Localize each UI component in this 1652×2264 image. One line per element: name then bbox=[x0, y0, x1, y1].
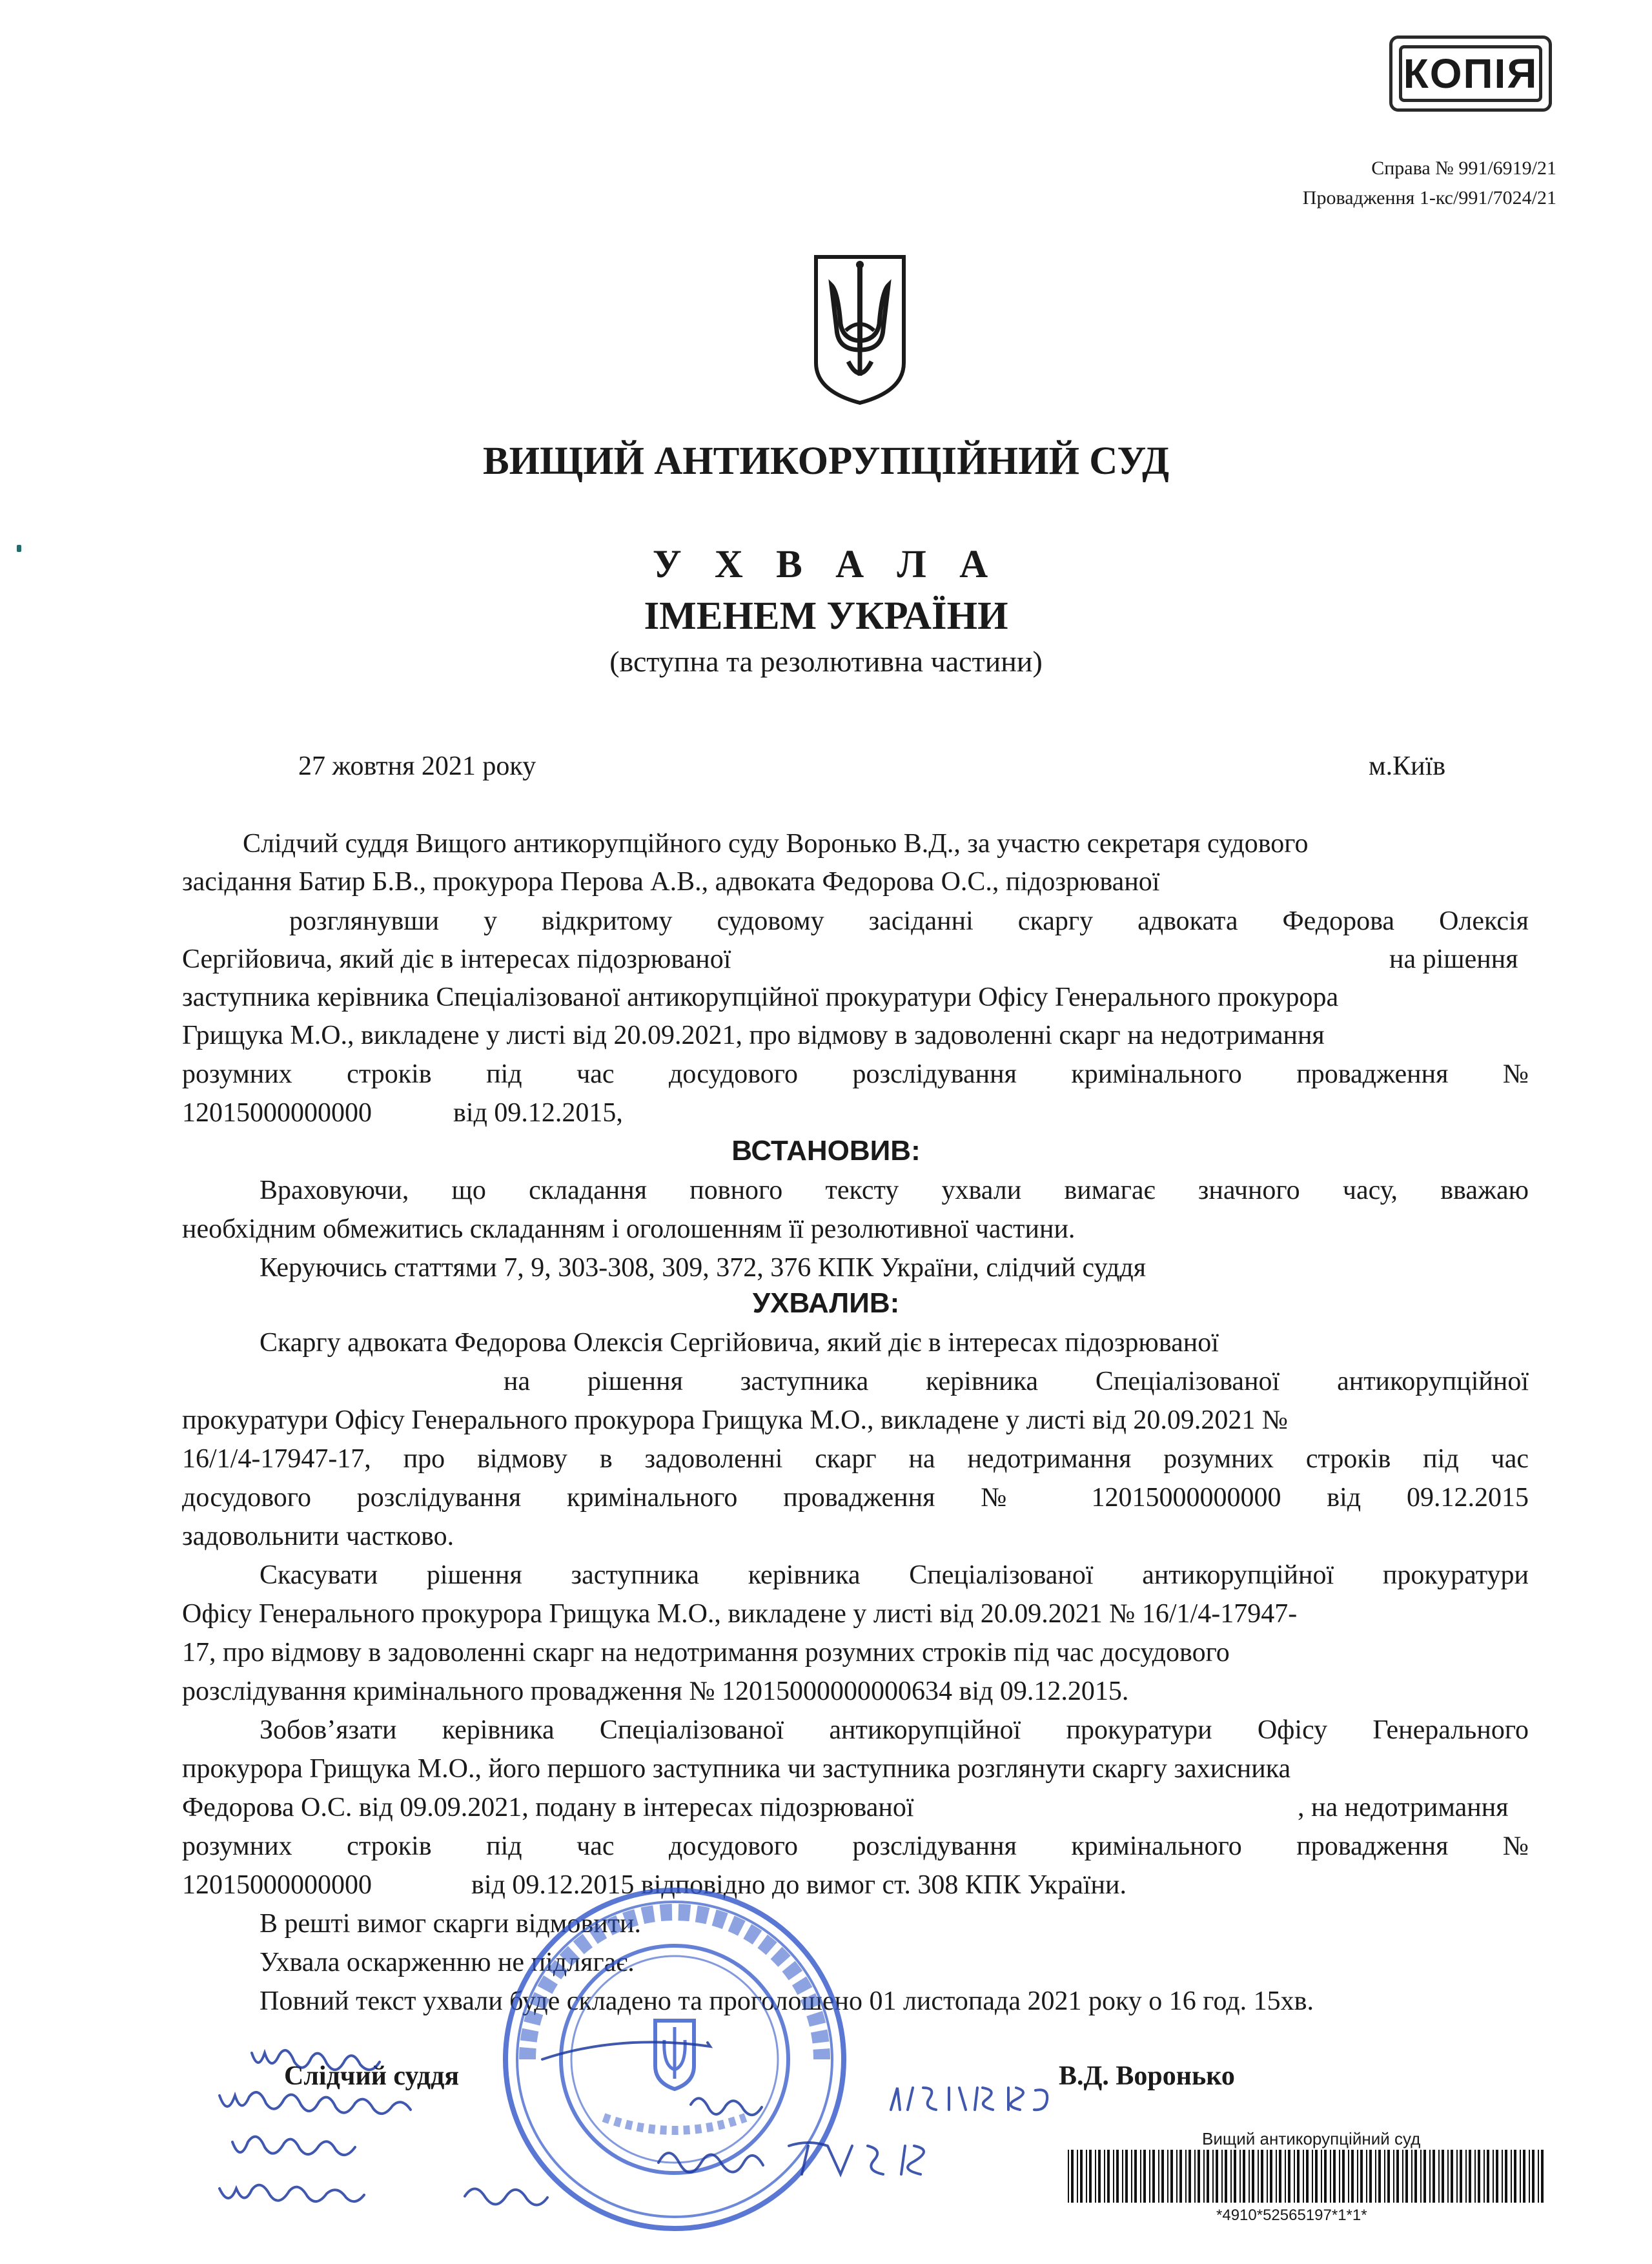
document-type: У Х В А Л А bbox=[652, 543, 1000, 586]
barcode-bar bbox=[1288, 2150, 1290, 2203]
barcode-bar bbox=[1294, 2150, 1295, 2203]
barcode-bar bbox=[1279, 2150, 1281, 2203]
barcode-bar bbox=[1234, 2150, 1236, 2203]
barcode-bar bbox=[1423, 2150, 1426, 2203]
handwritten-notes bbox=[194, 2034, 1162, 2253]
barcode-bar bbox=[1342, 2150, 1345, 2203]
barcode-bar bbox=[1405, 2150, 1408, 2203]
in-the-name-heading: ІМЕНЕМ УКРАЇНИ bbox=[644, 595, 1008, 638]
signature-title: Слідчий суддя bbox=[284, 2061, 460, 2091]
established-line: Керуючись статтями 7, 9, 303-308, 309, 372, 376 КПК України, слідчий суддя bbox=[260, 1253, 1147, 1283]
barcode-bar bbox=[1077, 2150, 1078, 2203]
barcode-bar bbox=[1306, 2150, 1309, 2203]
barcode-bar bbox=[1438, 2150, 1440, 2203]
barcode-bar bbox=[1369, 2150, 1372, 2203]
barcode-bar bbox=[1230, 2150, 1232, 2203]
barcode-bar bbox=[1447, 2150, 1449, 2203]
barcode-bar bbox=[1414, 2150, 1417, 2203]
barcode-bar bbox=[1378, 2150, 1381, 2203]
ruled-line: на рішення заступника керівника Спеціалізованої антикорупційної bbox=[504, 1367, 1529, 1396]
barcode-bar bbox=[1267, 2150, 1268, 2203]
barcode-bar bbox=[1239, 2150, 1241, 2203]
barcode-bar bbox=[1188, 2150, 1191, 2203]
intro-line: розумних строків під час досудового розслідування кримінального провадження № bbox=[182, 1059, 1529, 1089]
barcode-bar bbox=[1167, 2150, 1168, 2203]
ruled-line: , на недотримання bbox=[1298, 1793, 1509, 1822]
barcode-bar bbox=[1360, 2150, 1363, 2203]
barcode-bar bbox=[1493, 2150, 1494, 2203]
barcode-bar bbox=[1203, 2150, 1205, 2203]
proceeding-number: Провадження 1-кс/991/7024/21 bbox=[1302, 187, 1556, 209]
barcode-bar bbox=[1429, 2150, 1431, 2203]
barcode-bar bbox=[1402, 2150, 1403, 2203]
signature-name: В.Д. Воронько bbox=[1059, 2061, 1235, 2091]
established-line: необхідним обмежитись складанням і оголошенням її резолютивної частини. bbox=[182, 1214, 1076, 1244]
barcode-bar bbox=[1179, 2150, 1182, 2203]
barcode-bar bbox=[1140, 2150, 1141, 2203]
barcode-bar bbox=[1312, 2150, 1313, 2203]
barcode-bar bbox=[1433, 2150, 1435, 2203]
barcode-bar bbox=[1393, 2150, 1394, 2203]
barcode-bar bbox=[1207, 2150, 1209, 2203]
copy-stamp bbox=[1389, 36, 1552, 112]
intro-line: 12015000000000 bbox=[182, 1098, 372, 1128]
barcode-bar bbox=[1225, 2150, 1227, 2203]
barcode-bar bbox=[1333, 2150, 1336, 2203]
barcode-bar bbox=[1478, 2150, 1480, 2203]
barcode-bar bbox=[1411, 2150, 1412, 2203]
barcode-bar bbox=[1532, 2150, 1535, 2203]
ruled-line: Офісу Генерального прокурора Грищука М.О., викладене у листі від 20.09.2021 № 16/1/4-17947- bbox=[182, 1599, 1298, 1629]
case-number: Справа № 991/6919/21 bbox=[1371, 158, 1556, 179]
barcode-bar bbox=[1484, 2150, 1485, 2203]
barcode-bar bbox=[1116, 2150, 1119, 2203]
barcode-bar bbox=[1098, 2150, 1101, 2203]
barcode-bar bbox=[1212, 2150, 1214, 2203]
barcode-bar bbox=[1529, 2150, 1530, 2203]
intro-line: від 09.12.2015, bbox=[453, 1098, 623, 1128]
barcode-bar bbox=[1324, 2150, 1327, 2203]
barcode-bar bbox=[1366, 2150, 1367, 2203]
barcode-bar bbox=[1216, 2150, 1218, 2203]
barcode-bar bbox=[1465, 2150, 1467, 2203]
barcode-bar bbox=[1303, 2150, 1304, 2203]
barcode-bar bbox=[1086, 2150, 1087, 2203]
barcode-bar bbox=[1071, 2150, 1074, 2203]
barcode-bar bbox=[1095, 2150, 1096, 2203]
barcode-bar bbox=[1276, 2150, 1277, 2203]
barcode-bar bbox=[1451, 2150, 1453, 2203]
barcode-bar bbox=[1243, 2150, 1245, 2203]
barcode-bar bbox=[1080, 2150, 1083, 2203]
barcode-bar bbox=[1496, 2150, 1498, 2203]
barcode-bar bbox=[1514, 2150, 1516, 2203]
intro-line: розглянувши у відкритому судовому засіданні скаргу адвоката Федорова Олексія bbox=[289, 906, 1529, 936]
case-reference bbox=[1303, 154, 1556, 213]
barcode-bar bbox=[1089, 2150, 1092, 2203]
ruled-line: від 09.12.2015 відповідно до вимог ст. 308 КПК України. bbox=[471, 1870, 1127, 1900]
barcode-bar bbox=[1176, 2150, 1178, 2203]
barcode-bar bbox=[1357, 2150, 1358, 2203]
barcode-bar bbox=[1258, 2150, 1259, 2203]
barcode-bar bbox=[1420, 2150, 1422, 2203]
barcode-bar bbox=[1315, 2150, 1318, 2203]
ruled-line: Скаргу адвоката Федорова Олексія Сергійовича, який діє в інтересах підозрюваної bbox=[260, 1328, 1219, 1358]
barcode-bar bbox=[1068, 2150, 1069, 2203]
barcode-bar bbox=[1122, 2150, 1123, 2203]
intro-line: Грищука М.О., викладене у листі від 20.09.2021, про відмову в задоволенні скарг на недотримання bbox=[182, 1021, 1325, 1050]
barcode-bar bbox=[1474, 2150, 1476, 2203]
barcode-bar bbox=[1384, 2150, 1385, 2203]
barcode-bar bbox=[1541, 2150, 1544, 2203]
ruled-line: прокурора Грищука М.О., його першого заступника чи заступника розглянути скаргу захисника bbox=[182, 1754, 1291, 1784]
barcode-bar bbox=[1249, 2150, 1250, 2203]
court-title: ВИЩИЙ АНТИКОРУПЦІЙНИЙ СУД bbox=[482, 440, 1170, 483]
ruled-heading: УХВАЛИВ: bbox=[752, 1287, 900, 1319]
barcode-bar bbox=[1134, 2150, 1137, 2203]
barcode-bar bbox=[1252, 2150, 1254, 2203]
intro-line: на рішення bbox=[1389, 944, 1518, 974]
barcode-bar bbox=[1221, 2150, 1223, 2203]
barcode-bar bbox=[1170, 2150, 1173, 2203]
barcode-bar bbox=[1131, 2150, 1132, 2203]
intro-line: Слідчий суддя Вищого антикорупційного суду Воронько В.Д., за участю секретаря судового bbox=[243, 829, 1309, 859]
established-heading: ВСТАНОВИВ: bbox=[731, 1135, 921, 1167]
barcode-bar bbox=[1348, 2150, 1349, 2203]
ruled-line: задовольнити частково. bbox=[182, 1522, 454, 1551]
barcode-bar bbox=[1456, 2150, 1458, 2203]
barcode-bar bbox=[1502, 2150, 1503, 2203]
barcode-bar bbox=[1396, 2150, 1399, 2203]
ruled-line: розслідування кримінального провадження № 12015000000000634 від 09.12.2015. bbox=[182, 1677, 1129, 1706]
ruled-line: Зобов’язати керівника Спеціалізованої антикорупційної прокуратури Офісу Генерального bbox=[260, 1715, 1529, 1745]
ruled-line: В решті вимог скарги відмовити. bbox=[260, 1909, 641, 1939]
barcode-bar bbox=[1520, 2150, 1521, 2203]
barcode-bar bbox=[1198, 2150, 1200, 2203]
parts-note: (вступна та резолютивна частини) bbox=[609, 645, 1043, 678]
barcode-bar bbox=[1442, 2150, 1444, 2203]
intro-line: заступника керівника Спеціалізованої антикорупційної прокуратури Офісу Генерального прокурора bbox=[182, 983, 1339, 1012]
document-date: 27 жовтня 2021 року bbox=[298, 751, 536, 781]
document-city: м.Київ bbox=[1369, 751, 1446, 781]
barcode-bar bbox=[1270, 2150, 1272, 2203]
barcode-bar bbox=[1375, 2150, 1376, 2203]
ruled-line: розумних строків під час досудового розслідування кримінального провадження № bbox=[182, 1831, 1529, 1861]
barcode-bar bbox=[1487, 2150, 1489, 2203]
intro-line: Сергійовича, який діє в інтересах підозрюваної bbox=[182, 944, 731, 974]
barcode-number: *4910*52565197*1*1* bbox=[1216, 2207, 1367, 2224]
coat-of-arms-icon bbox=[812, 253, 908, 405]
established-line: Враховуючи, що складання повного тексту ухвали вимагає значного часу, вважаю bbox=[260, 1176, 1529, 1205]
barcode-bar bbox=[1351, 2150, 1354, 2203]
ruled-line: досудового розслідування кримінального провадження № 12015000000000 від 09.12.2015 bbox=[182, 1483, 1529, 1513]
barcode-bar bbox=[1149, 2150, 1150, 2203]
barcode-bar bbox=[1161, 2150, 1164, 2203]
barcode-bar bbox=[1297, 2150, 1300, 2203]
ruled-line: 16/1/4-17947-17, про відмову в задоволенні скарг на недотримання розумних строків під час bbox=[182, 1444, 1529, 1474]
barcode-bar bbox=[1143, 2150, 1146, 2203]
ruled-line: Скасувати рішення заступника керівника Спеціалізованої антикорупційної прокуратури bbox=[260, 1560, 1529, 1590]
barcode-bar bbox=[1538, 2150, 1539, 2203]
barcode-label: Вищий антикорупційний суд bbox=[1202, 2129, 1421, 2148]
barcode-bar bbox=[1460, 2150, 1462, 2203]
barcode-bar bbox=[1330, 2150, 1331, 2203]
copy-stamp-label: КОПІЯ bbox=[1399, 45, 1542, 102]
barcode-bar bbox=[1152, 2150, 1155, 2203]
ruled-line: прокуратури Офісу Генерального прокурора Грищука М.О., викладене у листі від 20.09.2021 № bbox=[182, 1405, 1288, 1435]
barcode-bar bbox=[1158, 2150, 1159, 2203]
barcode-bar bbox=[1469, 2150, 1471, 2203]
barcode-bar bbox=[1185, 2150, 1187, 2203]
ruled-line: Федорова О.С. від 09.09.2021, подану в інтересах підозрюваної bbox=[182, 1793, 914, 1822]
barcode-bar bbox=[1285, 2150, 1286, 2203]
barcode-bar bbox=[1261, 2150, 1263, 2203]
barcode-bar bbox=[1387, 2150, 1390, 2203]
barcode-bar bbox=[1194, 2150, 1196, 2203]
ruled-line: 12015000000000 bbox=[182, 1870, 372, 1900]
barcode-bar bbox=[1511, 2150, 1512, 2203]
barcode-bar bbox=[1523, 2150, 1525, 2203]
intro-line: засідання Батир Б.В., прокурора Перова А.В., адвоката Федорова О.С., підозрюваної bbox=[182, 867, 1160, 897]
barcode-bar bbox=[1339, 2150, 1340, 2203]
barcode-bar bbox=[1113, 2150, 1114, 2203]
ruled-line: Ухвала оскарженню не підлягає. bbox=[260, 1948, 635, 1977]
barcode-bar bbox=[1125, 2150, 1128, 2203]
barcode-bar bbox=[1107, 2150, 1110, 2203]
barcode bbox=[1065, 2150, 1551, 2203]
ruled-line: 17, про відмову в задоволенні скарг на недотримання розумних строків під час досудового bbox=[182, 1638, 1230, 1667]
barcode-bar bbox=[1104, 2150, 1105, 2203]
ruled-line: Повний текст ухвали буде складено та проголошено 01 листопада 2021 року о 16 год. 15хв. bbox=[260, 1986, 1314, 2016]
barcode-bar bbox=[1505, 2150, 1507, 2203]
barcode-bar bbox=[1321, 2150, 1322, 2203]
